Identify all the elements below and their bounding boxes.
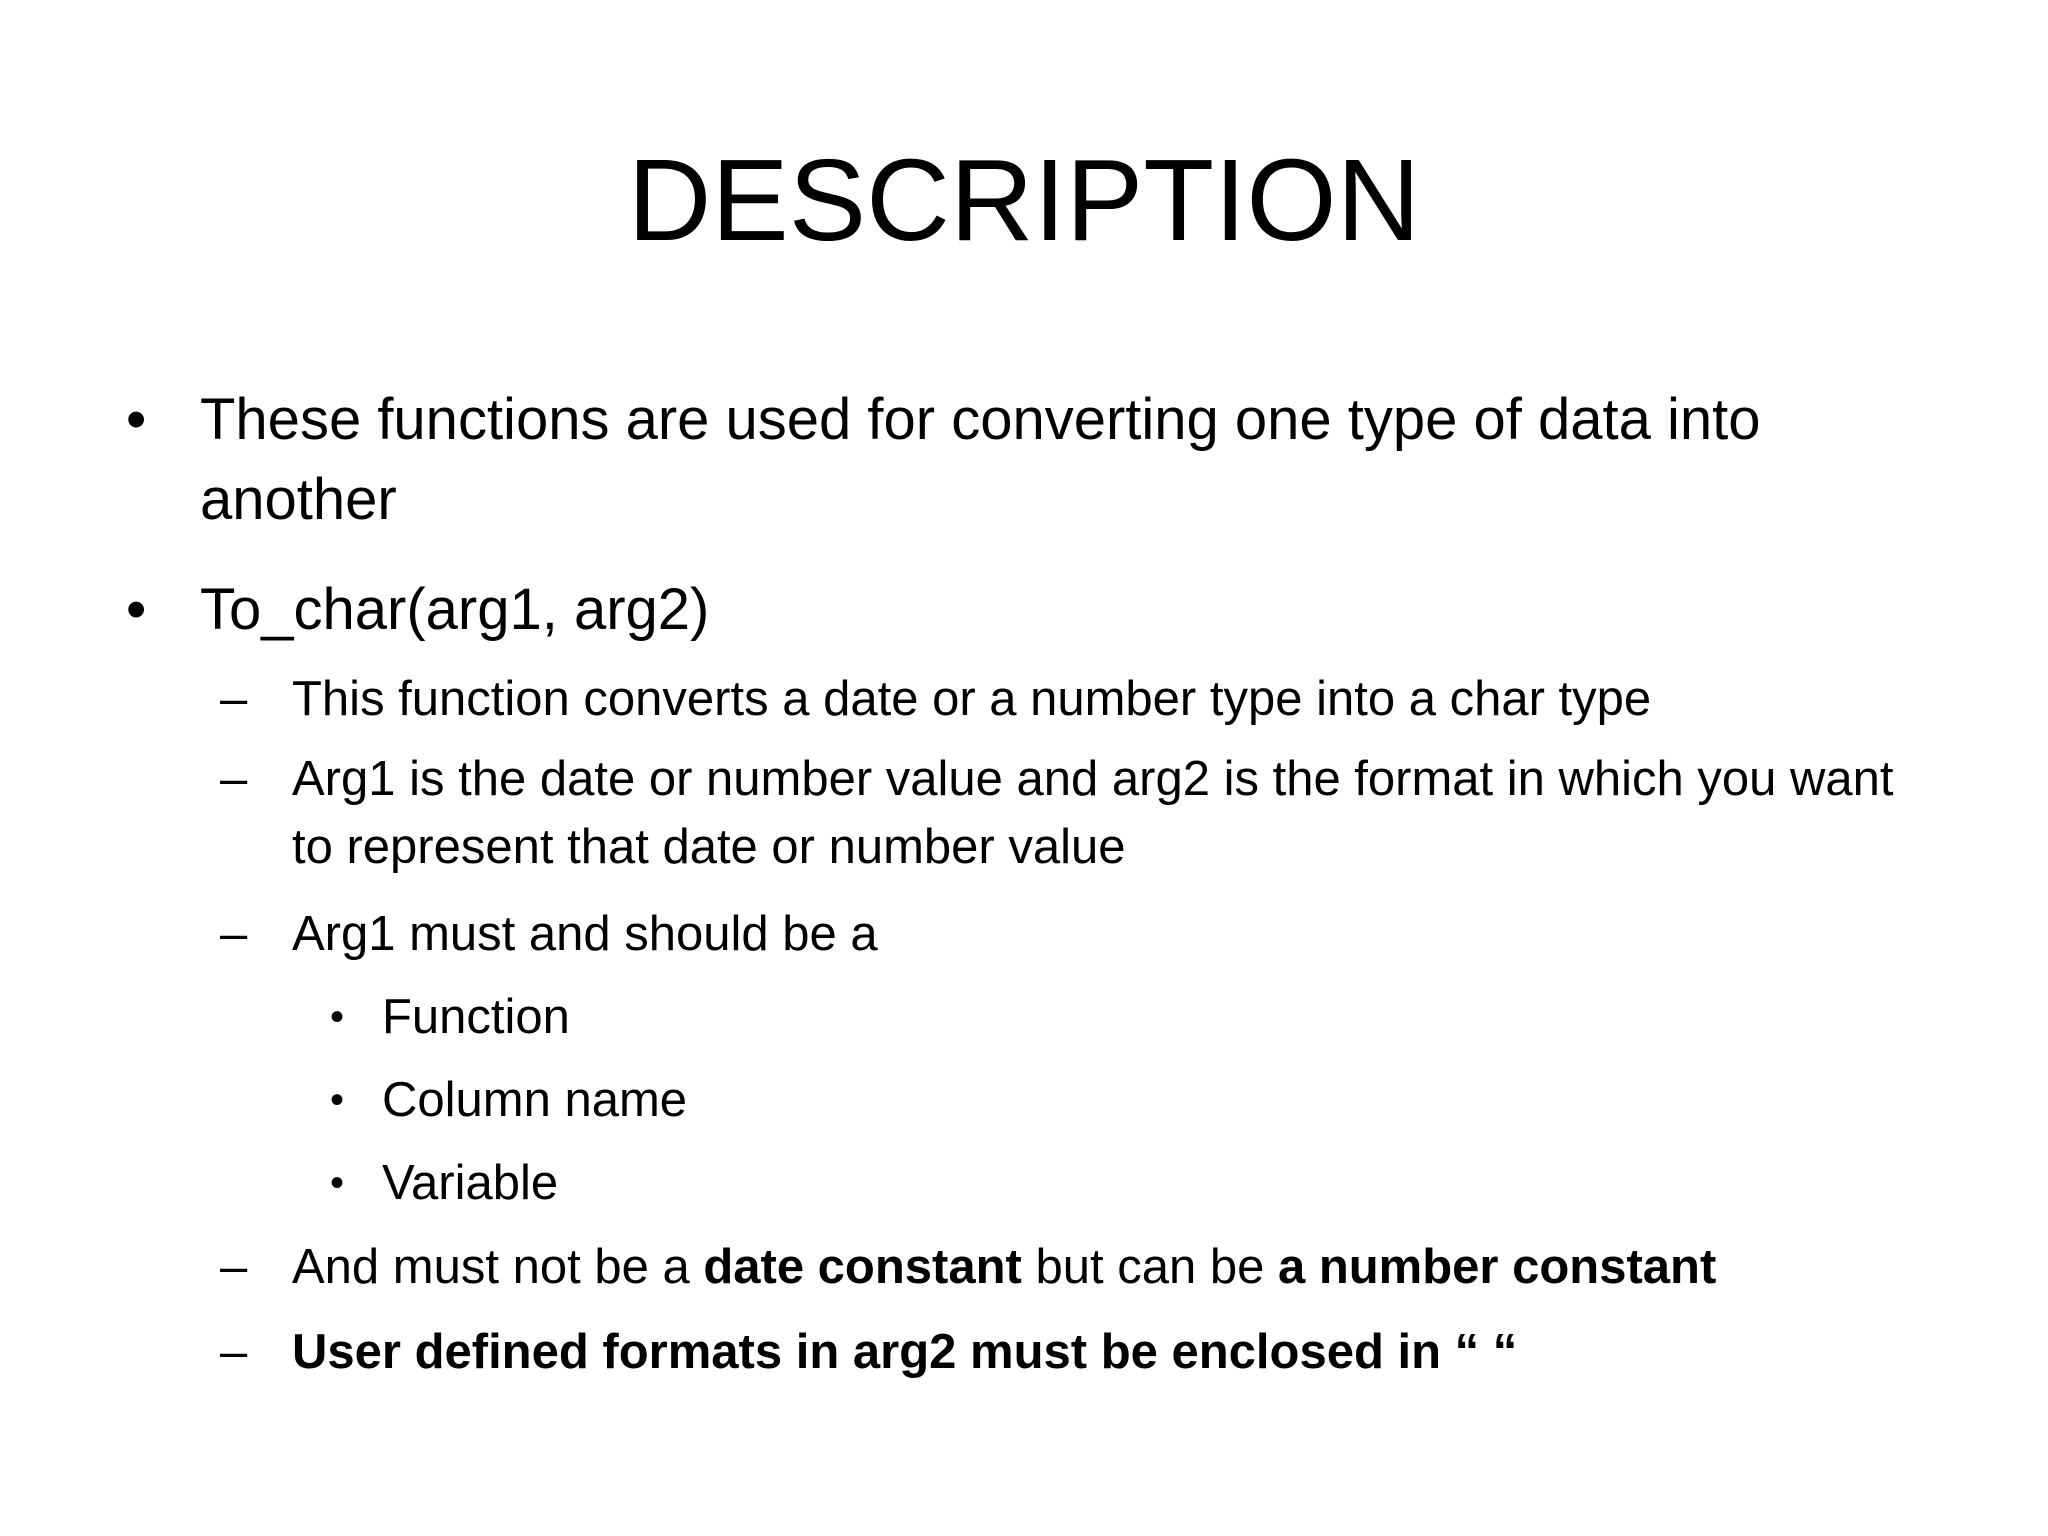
bullet-icon: •: [126, 577, 147, 642]
sub-sub-item-text: Column name: [382, 1073, 688, 1127]
bold-text: a number constant: [1277, 1240, 1717, 1294]
bullet-icon: •: [330, 1078, 345, 1122]
bullet-icon: •: [330, 995, 345, 1039]
dash-icon: –: [220, 752, 248, 806]
sub-item: [220, 1318, 1942, 1386]
bullet-item: [126, 380, 1940, 540]
sub-sub-item: [330, 983, 1942, 1051]
sub-item-text: Arg1 must and should be a: [292, 907, 878, 961]
bullet-text: To_char(arg1, arg2): [200, 577, 710, 642]
sub-item-text: Arg1 is the date or number value and arg2 is the format in which you want to represent that date or number value: [292, 752, 1894, 874]
sub-item: [220, 665, 1942, 733]
sub-sub-item: [330, 1149, 1942, 1217]
sub-item: [220, 900, 1942, 968]
slide-title: DESCRIPTION: [627, 135, 1421, 265]
sub-item-text-part: And must not be a: [292, 1240, 704, 1294]
dash-icon: –: [220, 672, 248, 726]
sub-sub-item-text: Variable: [382, 1156, 559, 1210]
bullet-text: These functions are used for converting one type of data into another: [200, 387, 1761, 532]
sub-item-text: This function converts a date or a number type into a char type: [292, 672, 1652, 726]
bold-text: User defined formats in arg2 must be enclosed in “ “: [292, 1325, 1518, 1379]
bullet-icon: •: [126, 387, 147, 452]
bullet-icon: •: [330, 1161, 345, 1205]
sub-item: [220, 1233, 1942, 1301]
bullet-item: [126, 570, 1940, 650]
dash-icon: –: [220, 907, 248, 961]
dash-icon: –: [220, 1325, 248, 1379]
bold-text: date constant: [703, 1240, 1022, 1294]
sub-sub-item-text: Function: [382, 990, 570, 1044]
sub-item-text-part: but can be: [1021, 1240, 1278, 1294]
dash-icon: –: [220, 1240, 248, 1294]
sub-sub-item: [330, 1066, 1942, 1134]
sub-item: [220, 745, 1942, 881]
sub-item-text: [292, 1240, 1716, 1294]
